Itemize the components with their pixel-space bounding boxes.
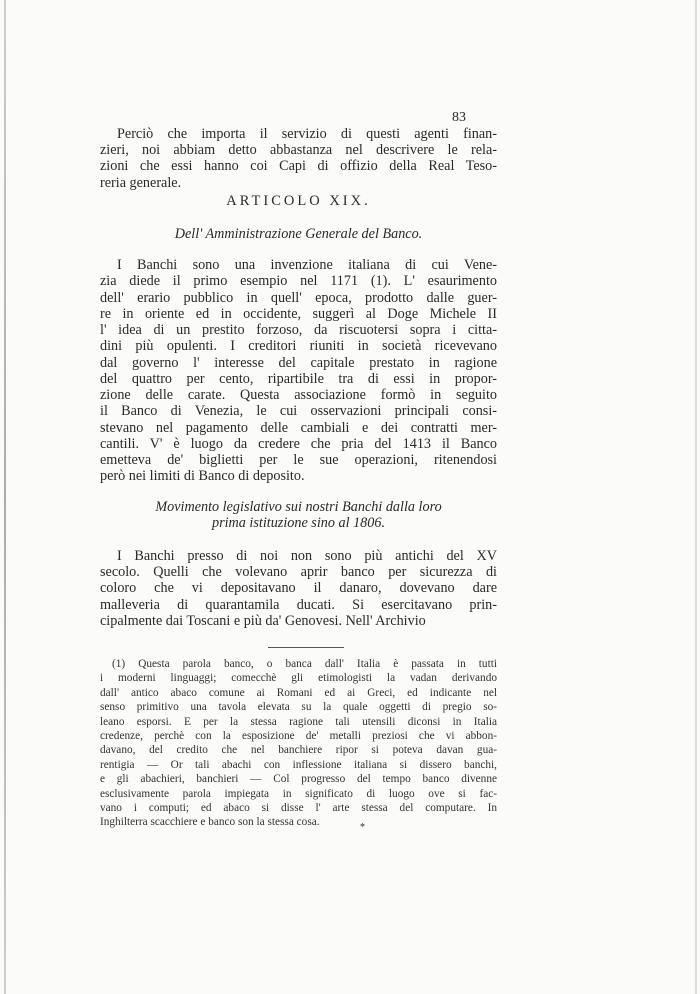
page-edge-right [695,0,697,994]
footnote-line: senso primitivo una tavola elevata su la quale oggetti di pregio so- [100,701,497,714]
footnote-line: rentigia — Or tali abachi con inflessione italiana si dissero banchi, [100,758,497,771]
page-edge-shadow [4,0,6,994]
para1-line: dal governo l' interesse del capitale prestato in ragione [100,354,497,371]
footnote-line: vano i computi; ed abaco si disse l' arte stessa del computare. In [100,802,497,814]
para1-line: stevano nel pagamento delle cambiali e dei contratti mer- [100,419,497,436]
para2-line: malleveria di quarantamila ducati. Si esercitavano prin- [100,596,497,613]
para1-line: l' idea di un prestito forzoso, da riscuotersi sopra i citta- [100,322,497,338]
para1-line: zione delle carate. Questa associazione formò in seguito [100,387,497,403]
footnote-line: i moderni linguaggi; comecchè gli etimologisti la vadan derivando [100,672,497,685]
para1-line: dell' erario pubblico in quell' epoca, prodotto dalle guer- [100,289,497,306]
footnote-divider [268,647,344,648]
section-heading-movement-line1: Movimento legislativo sui nostri Banchi dalla loro [155,499,442,515]
para1-line: zia diede il primo esempio nel 1171 (1). L' esaurimento [100,273,497,290]
para1-line: dini più opulenti. I creditori riuniti in società ricevevano [100,338,497,355]
footnote-line: credenze, perchè con la esposizione de' metalli preziosi che vi abbon- [100,730,497,742]
para1-line: re in oriente ed in occidente, suggerì al Doge Michele II [100,305,497,322]
page-number: 83 [452,110,466,125]
para1-line: però nei limiti di Banco di deposito. [100,468,305,485]
footnote-line: e gli abachieri, banchieri — Col progresso del tempo banco divenne [100,773,497,786]
para1-line: il Banco di Venezia, le cui osservazioni principali consi- [100,403,497,420]
para2-line: cipalmente dai Toscani e più da' Genovesi. Nell' Archivio [100,612,426,629]
signature-mark: * [360,822,365,833]
footnote-line: (1) Questa parola banco, o banca dall' Italia è passata in tutti [112,658,497,670]
intro-line: reria generale. [100,174,182,191]
footnote-line: dall' antico abaco comune ai Romani ed ai Greci, ed indicante nel [100,686,497,699]
section-heading-administration: Dell' Amministrazione Generale del Banco. [174,226,423,242]
footnote-line: Inghilterra scacchiere e banco son la stessa cosa. [100,816,320,829]
intro-line: zioni che essi hanno coi Capi di offizio della Real Teso- [100,158,497,175]
para1-line: emetteva de' biglietti per le sue operazioni, ritenendosi [100,452,497,468]
para1-line: cantili. V' è luogo da credere che pria del 1413 il Banco [100,435,497,452]
footnote-line: davano, del credito che nel banchiere ripor si poteva davan gua- [100,744,497,757]
para2-line: coloro che vi depositavano il danaro, dovevano dare [100,580,497,597]
para2-line: secolo. Quelli che volevano aprir banco per sicurezza di [100,564,497,581]
article-heading: ARTICOLO XIX. [226,193,371,209]
para1-line: I Banchi sono una invenzione italiana di cui Vene- [117,257,497,273]
intro-line: Perciò che importa il servizio di questi agenti finan- [117,126,497,142]
section-heading-movement-line2: prima istituzione sino al 1806. [211,515,386,531]
footnote-line: leano esporsi. E per la stessa ragione tali utensili diconsi in Italia [100,715,497,728]
intro-line: zieri, noi abbiam detto abbastanza nel descrivere le rela- [100,142,497,159]
para2-line: I Banchi presso di noi non sono più antichi del XV [117,548,497,564]
para1-line: del quattro per cento, ripartibile tra di essi in propor- [100,370,497,387]
footnote-line: esclusivamente parola impiegata in significato di luogo ove si fac- [100,787,497,800]
